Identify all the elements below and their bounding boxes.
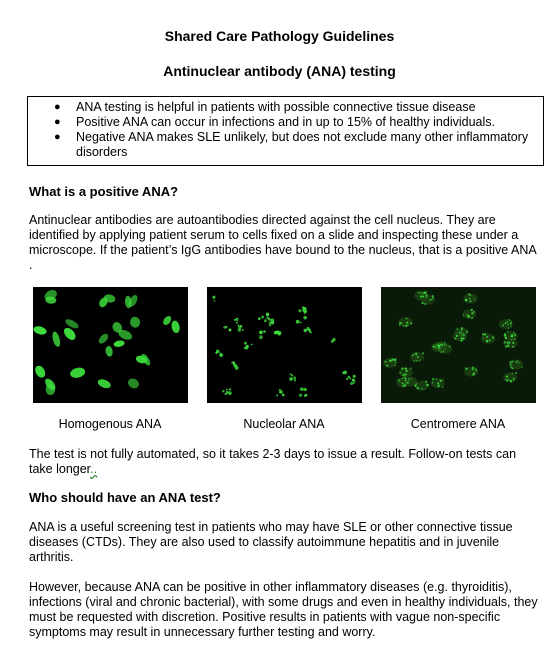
section-heading-who-should: Who should have an ANA test? <box>29 490 221 505</box>
nucleolar-ana-micrograph <box>207 287 362 403</box>
section-heading-what-is: What is a positive ANA? <box>29 184 179 199</box>
summary-item: ● Negative ANA makes SLE unlikely, but does not exclude many other inflammatory disorders <box>54 130 529 159</box>
spellcheck-mark: .. <box>90 462 98 476</box>
section-paragraph-what-is: Antinuclear antibodies are autoantibodies directed against the cell nucleus. They are identified by applying patient serum to cells fixed on a slide and inspecting these under a microscope. If the patient’s IgG antibodies have bound to the nucleus, that is a positive ANA . <box>29 213 537 272</box>
turnaround-paragraph: The test is not fully automated, so it takes 2-3 days to issue a result. Follow-on tests can take longer.. <box>29 447 517 476</box>
bullet-icon: ● <box>54 131 61 143</box>
section-paragraph-discretion: However, because ANA can be positive in other inflammatory diseases (e.g. thyroiditis), infections (viral and chronic bacterial), with some drugs and even in healthy individuals, they must be requested with discretion. Positive results in patients with vague non-specific symptoms may result in unnecessary further testing and worry. <box>29 580 538 639</box>
centromere-ana-image <box>381 287 536 403</box>
nucleolar-ana-image <box>207 287 362 403</box>
caption-homogenous: Homogenous ANA <box>58 417 162 431</box>
summary-box <box>27 96 544 166</box>
document-title: Shared Care Pathology Guidelines <box>164 28 395 44</box>
homogenous-ana-micrograph <box>33 287 188 403</box>
summary-list <box>28 100 543 160</box>
homogenous-ana-image <box>33 287 188 403</box>
bullet-icon: ● <box>54 116 61 128</box>
centromere-ana-micrograph <box>381 287 536 403</box>
caption-nucleolar: Nucleolar ANA <box>243 417 325 431</box>
section-paragraph-screening: ANA is a useful screening test in patients who may have SLE or other connective tissue diseases (CTDs). They are also used to classify autoimmune hepatitis and in juvenile arthritis. <box>29 520 513 564</box>
summary-item: ● Positive ANA can occur in infections and in up to 15% of healthy individuals. <box>54 115 496 129</box>
caption-centromere: Centromere ANA <box>410 417 506 431</box>
document-subtitle: Antinuclear antibody (ANA) testing <box>163 63 396 79</box>
summary-item: ● ANA testing is helpful in patients with possible connective tissue disease <box>54 100 476 114</box>
bullet-icon: ● <box>54 101 61 113</box>
